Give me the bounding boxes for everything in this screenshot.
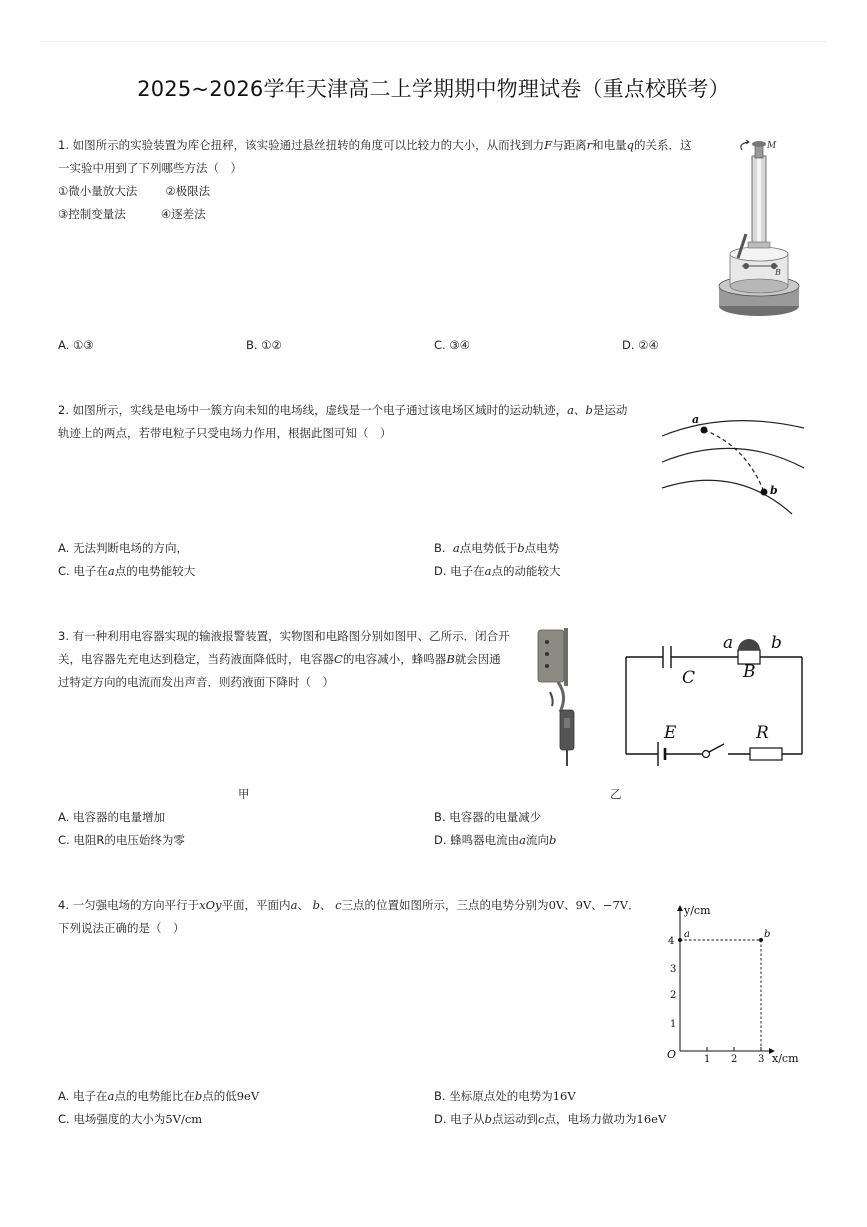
q1-option-c[interactable]: C. ③④ bbox=[434, 338, 470, 352]
circuit-label-a: a bbox=[723, 633, 734, 653]
q2-option-c[interactable]: C. 电子在a点的电势能较大 bbox=[58, 564, 196, 578]
graph-point-a: a bbox=[684, 929, 690, 940]
figure-caption-jia: 甲 bbox=[238, 787, 250, 801]
y-tick-3: 3 bbox=[670, 964, 677, 975]
alarm-circuit-diagram bbox=[620, 630, 810, 770]
x-axis-label: x/cm bbox=[772, 1052, 799, 1065]
y-tick-1: 1 bbox=[670, 1019, 677, 1030]
x-tick-2: 2 bbox=[731, 1054, 738, 1065]
alarm-device-photo bbox=[532, 626, 582, 768]
x-tick-3: 3 bbox=[758, 1054, 765, 1065]
q1-option-a[interactable]: A. ①③ bbox=[58, 338, 94, 352]
q3-option-d[interactable]: D. 蜂鸣器电流由a流向b bbox=[434, 833, 557, 847]
field-lines-figure bbox=[656, 406, 808, 518]
graph-point-b: b bbox=[764, 929, 771, 940]
q2-option-a[interactable]: A. 无法判断电场的方向， bbox=[58, 541, 188, 555]
figure-label-B: B bbox=[775, 268, 781, 277]
figure-point-a: a bbox=[692, 413, 700, 426]
y-axis-label: y/cm bbox=[684, 904, 711, 917]
figure-point-b: b bbox=[770, 484, 778, 497]
q1-option-d[interactable]: D. ②④ bbox=[622, 338, 659, 352]
x-tick-1: 1 bbox=[704, 1054, 711, 1065]
figure-caption-yi: 乙 bbox=[610, 787, 622, 801]
question-2-stem: 2. 如图所示，实线是电场中一簇方向未知的电场线，虚线是一个电子通过该电场区域时的运动轨迹，a、b是运动 轨迹上的两点，若带电粒子只受电场力作用，根据此图可知（ ） bbox=[58, 403, 628, 440]
origin-label: O bbox=[667, 1048, 677, 1061]
circuit-label-E: E bbox=[664, 723, 677, 743]
torsion-balance-figure bbox=[712, 136, 808, 320]
q3-option-a[interactable]: A. 电容器的电量增加 bbox=[58, 810, 165, 824]
circuit-label-R: R bbox=[756, 723, 769, 743]
q2-option-d[interactable]: D. 电子在a点的动能较大 bbox=[434, 564, 561, 578]
q4-option-b[interactable]: B. 坐标原点处的电势为16V bbox=[434, 1089, 576, 1103]
q3-option-b[interactable]: B. 电容器的电量减少 bbox=[434, 810, 542, 824]
page-title: 2025~2026学年天津高二上学期期中物理试卷（重点校联考） bbox=[137, 77, 730, 101]
question-1-stem: 1. 如图所示的实验装置为库仑扭秤，该实验通过悬丝扭转的角度可以比较力的大小，从而找到力F与距离r和电量q的关系．这 一实验中用到了下列哪些方法（ ） ①微小量放大法 ②极限法 ③控制变量法 ④逐差法 bbox=[58, 138, 692, 221]
header-divider bbox=[40, 41, 827, 42]
question-3-stem: 3. 有一种利用电容器实现的输液报警装置，实物图和电路图分别如图甲、乙所示．闭合开 关，电容器先充电达到稳定，当药液面降低时，电容器C的电容减小，蜂鸣器B就会因通 过特定方向的电流而发出声音．则药液面下降时（ ） bbox=[58, 629, 510, 689]
y-tick-2: 2 bbox=[670, 990, 677, 1001]
y-tick-4: 4 bbox=[668, 936, 675, 947]
circuit-label-C: C bbox=[682, 668, 696, 688]
q2-option-b[interactable]: B. a点电势低于b点电势 bbox=[434, 541, 560, 555]
q3-option-c[interactable]: C. 电阻R的电压始终为零 bbox=[58, 833, 185, 847]
figure-label-M: M bbox=[767, 141, 777, 151]
q4-option-d[interactable]: D. 电子从b点运动到c点，电场力做功为16eV bbox=[434, 1112, 667, 1126]
q1-option-b[interactable]: B. ①② bbox=[246, 338, 282, 352]
circuit-label-B: B bbox=[743, 662, 756, 682]
circuit-label-b: b bbox=[771, 633, 782, 653]
q4-option-c[interactable]: C. 电场强度的大小为5V/cm bbox=[58, 1112, 203, 1126]
q4-option-a[interactable]: A. 电子在a点的电势能比在b点的低9eV bbox=[58, 1089, 260, 1103]
coordinate-graph bbox=[662, 900, 808, 1068]
question-4-stem: 4. 一匀强电场的方向平行于xOy平面，平面内a、 b、 c三点的位置如图所示，三点的电势分别为0V、9V、−7V． 下列说法正确的是（ ） bbox=[58, 898, 640, 935]
